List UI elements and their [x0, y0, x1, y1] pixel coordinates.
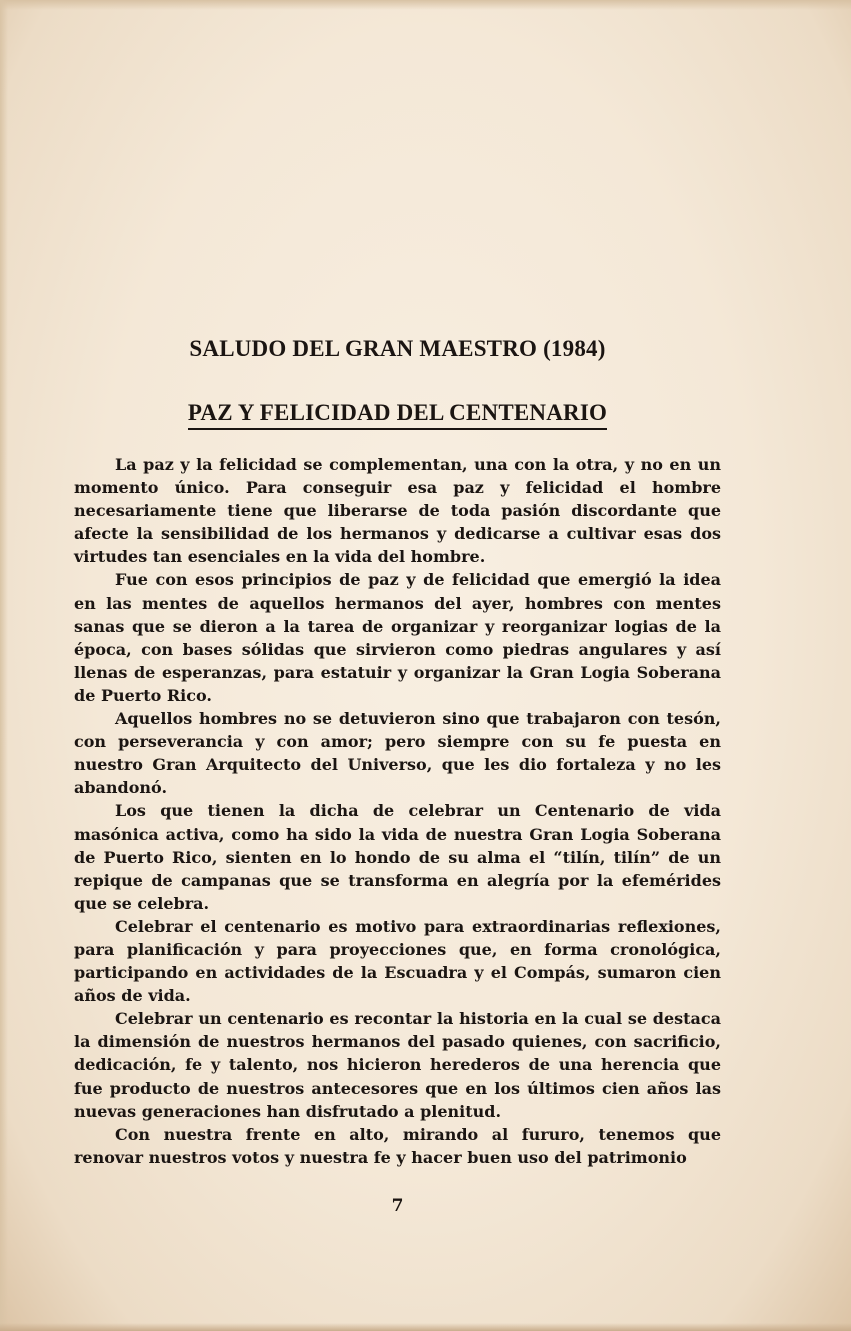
paragraph: La paz y la felicidad se complementan, una con la otra, y no en un momento único. Para conseguir esa paz y felicidad el hombre necesariamente tiene que liberarse de toda pasión discordante que afecte la sensibilidad de los hermanos y dedicarse a cultivar esas dos virtudes tan esenciales en la vida del hombre.	[74, 455, 721, 567]
paragraph: Fue con esos principios de paz y de felicidad que emergió la idea en las mentes de aquellos hermanos del ayer, hombres con mentes sanas que se dieron a la tarea de organizar y reorganizar logias de la época, con bases sólidas que sirvieron como piedras angulares y así llenas de esperanzas, para estatuir y organizar la Gran Logia Soberana de Puerto Rico.	[74, 570, 721, 705]
paragraph: Celebrar un centenario es recontar la historia en la cual se destaca la dimensión de nuestros hermanos del pasado quienes, con sacrificio, dedicación, fe y talento, nos hicieron herederos de una herencia que fue producto de nuestros antecesores que en los últimos cien años las nuevas generaciones han disfrutado a plenitud.	[74, 1009, 721, 1121]
page-title: SALUDO DEL GRAN MAESTRO (1984)	[189, 336, 606, 361]
page-edge-left	[0, 0, 8, 1331]
paragraph: Aquellos hombres no se detuvieron sino que trabajaron con tesón, con perseverancia y con amor; pero siempre con su fe puesta en nuestro Gran Arquitecto del Universo, que les dio fortaleza y no les abandonó.	[74, 709, 721, 798]
page-subtitle: PAZ Y FELICIDAD DEL CENTENARIO	[188, 400, 607, 430]
page-edge-bottom	[0, 1323, 851, 1331]
paragraph: Celebrar el centenario es motivo para extraordinarias reflexiones, para planificación y para proyecciones que, en forma cronológica, participando en actividades de la Escuadra y el Compás, sumaron cien años de vida.	[74, 916, 721, 1006]
paragraph: Con nuestra frente en alto, mirando al fururo, tenemos que renovar nuestros votos y nuestra fe y hacer buen uso del patrimonio	[74, 1124, 721, 1167]
body-text	[74, 453, 721, 1169]
paragraph: Los que tienen la dicha de celebrar un Centenario de vida masónica activa, como ha sido la vida de nuestra Gran Logia Soberana de Puerto Rico, sienten en lo hondo de su alma el “tilín, tilín” de un repique de campanas que se transforma en alegría por la efemérides que se celebra.	[74, 801, 721, 913]
page-edge-top	[0, 0, 851, 10]
title-block	[74, 336, 721, 430]
page-number: 7	[391, 1196, 404, 1216]
